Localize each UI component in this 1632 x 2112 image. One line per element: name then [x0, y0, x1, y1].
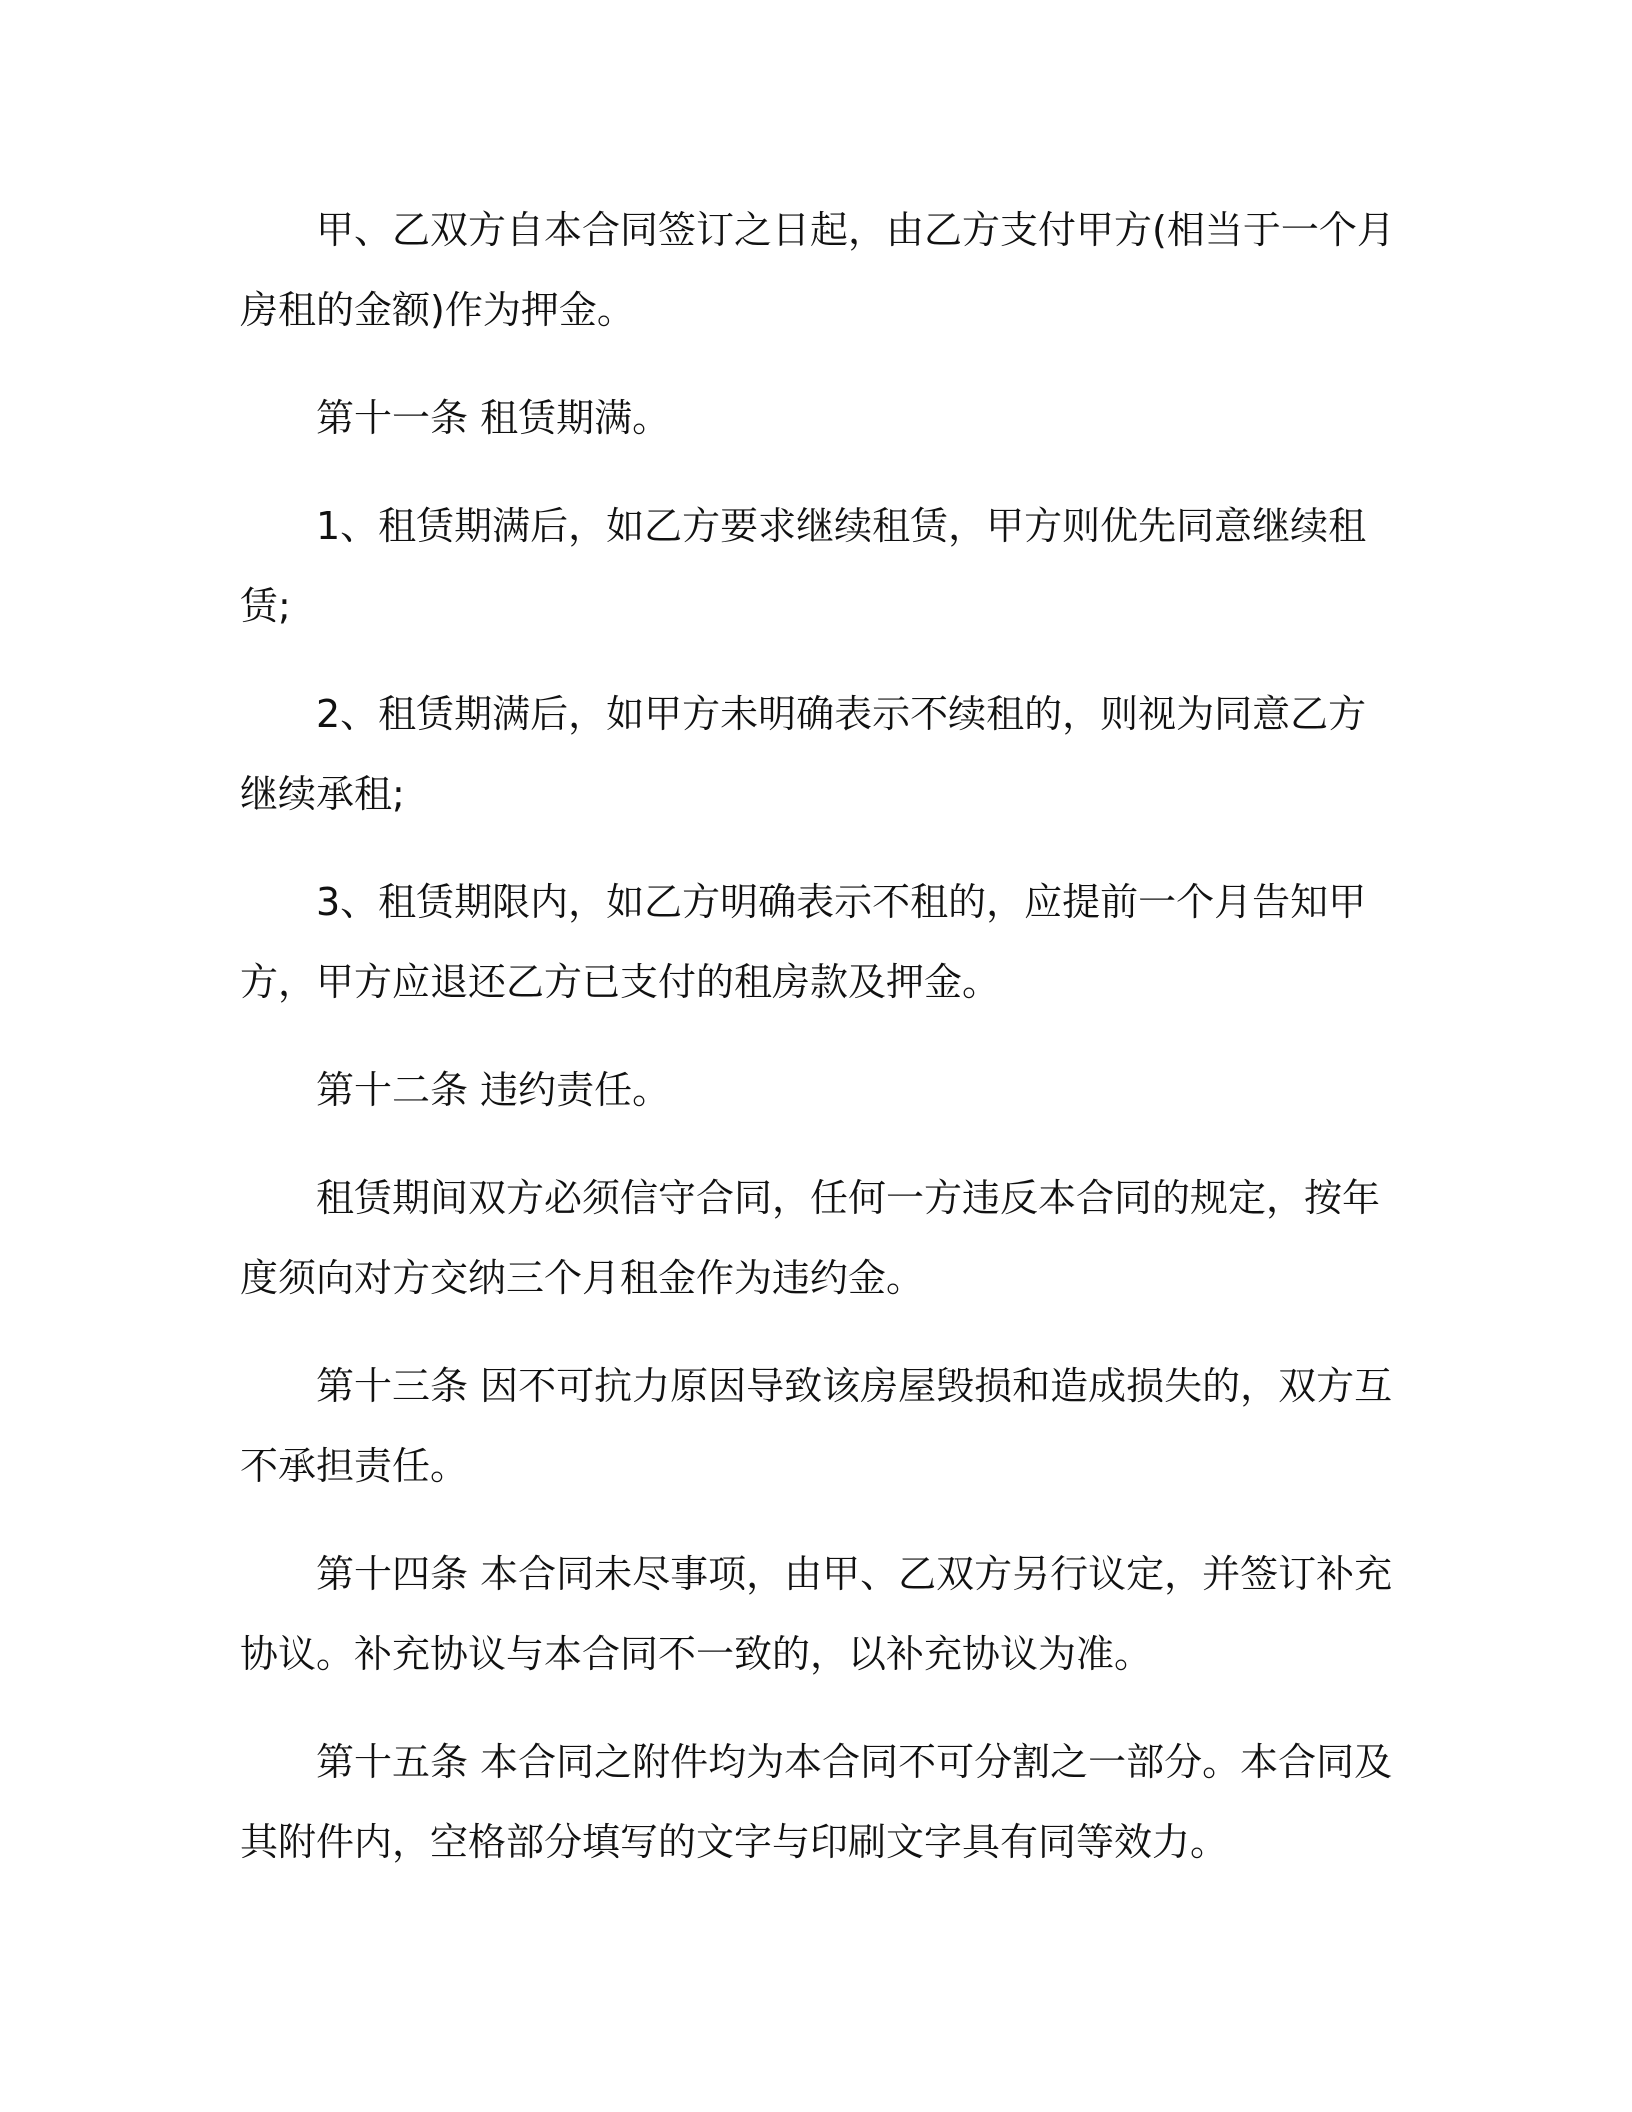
paragraph-deposit: 甲、乙双方自本合同签订之日起，由乙方支付甲方(相当于一个月房租的金额)作为押金。 — [240, 208, 1395, 332]
article-13: 第十三条 因不可抗力原因导致该房屋毁损和造成损失的，双方互不承担责任。 — [240, 1364, 1393, 1488]
article-11-heading: 第十一条 租赁期满。 — [316, 396, 671, 440]
article-12-heading: 第十二条 违约责任。 — [316, 1068, 671, 1112]
article-15: 第十五条 本合同之附件均为本合同不可分割之一部分。本合同及其附件内，空格部分填写的文字与印刷文字具有同等效力。 — [240, 1740, 1393, 1864]
article-11-item-2: 2、租赁期满后，如甲方未明确表示不续租的，则视为同意乙方继续承租; — [240, 692, 1367, 816]
article-14: 第十四条 本合同未尽事项，由甲、乙双方另行议定，并签订补充协议。补充协议与本合同不一致的，以补充协议为准。 — [240, 1552, 1393, 1676]
article-12-body: 租赁期间双方必须信守合同，任何一方违反本合同的规定，按年度须向对方交纳三个月租金作为违约金。 — [240, 1176, 1381, 1300]
article-11-item-3: 3、租赁期限内，如乙方明确表示不租的，应提前一个月告知甲方，甲方应退还乙方已支付的租房款及押金。 — [240, 880, 1367, 1004]
article-11-item-1: 1、租赁期满后，如乙方要求继续租赁，甲方则优先同意继续租赁; — [240, 504, 1367, 628]
document-page — [240, 190, 1400, 1910]
